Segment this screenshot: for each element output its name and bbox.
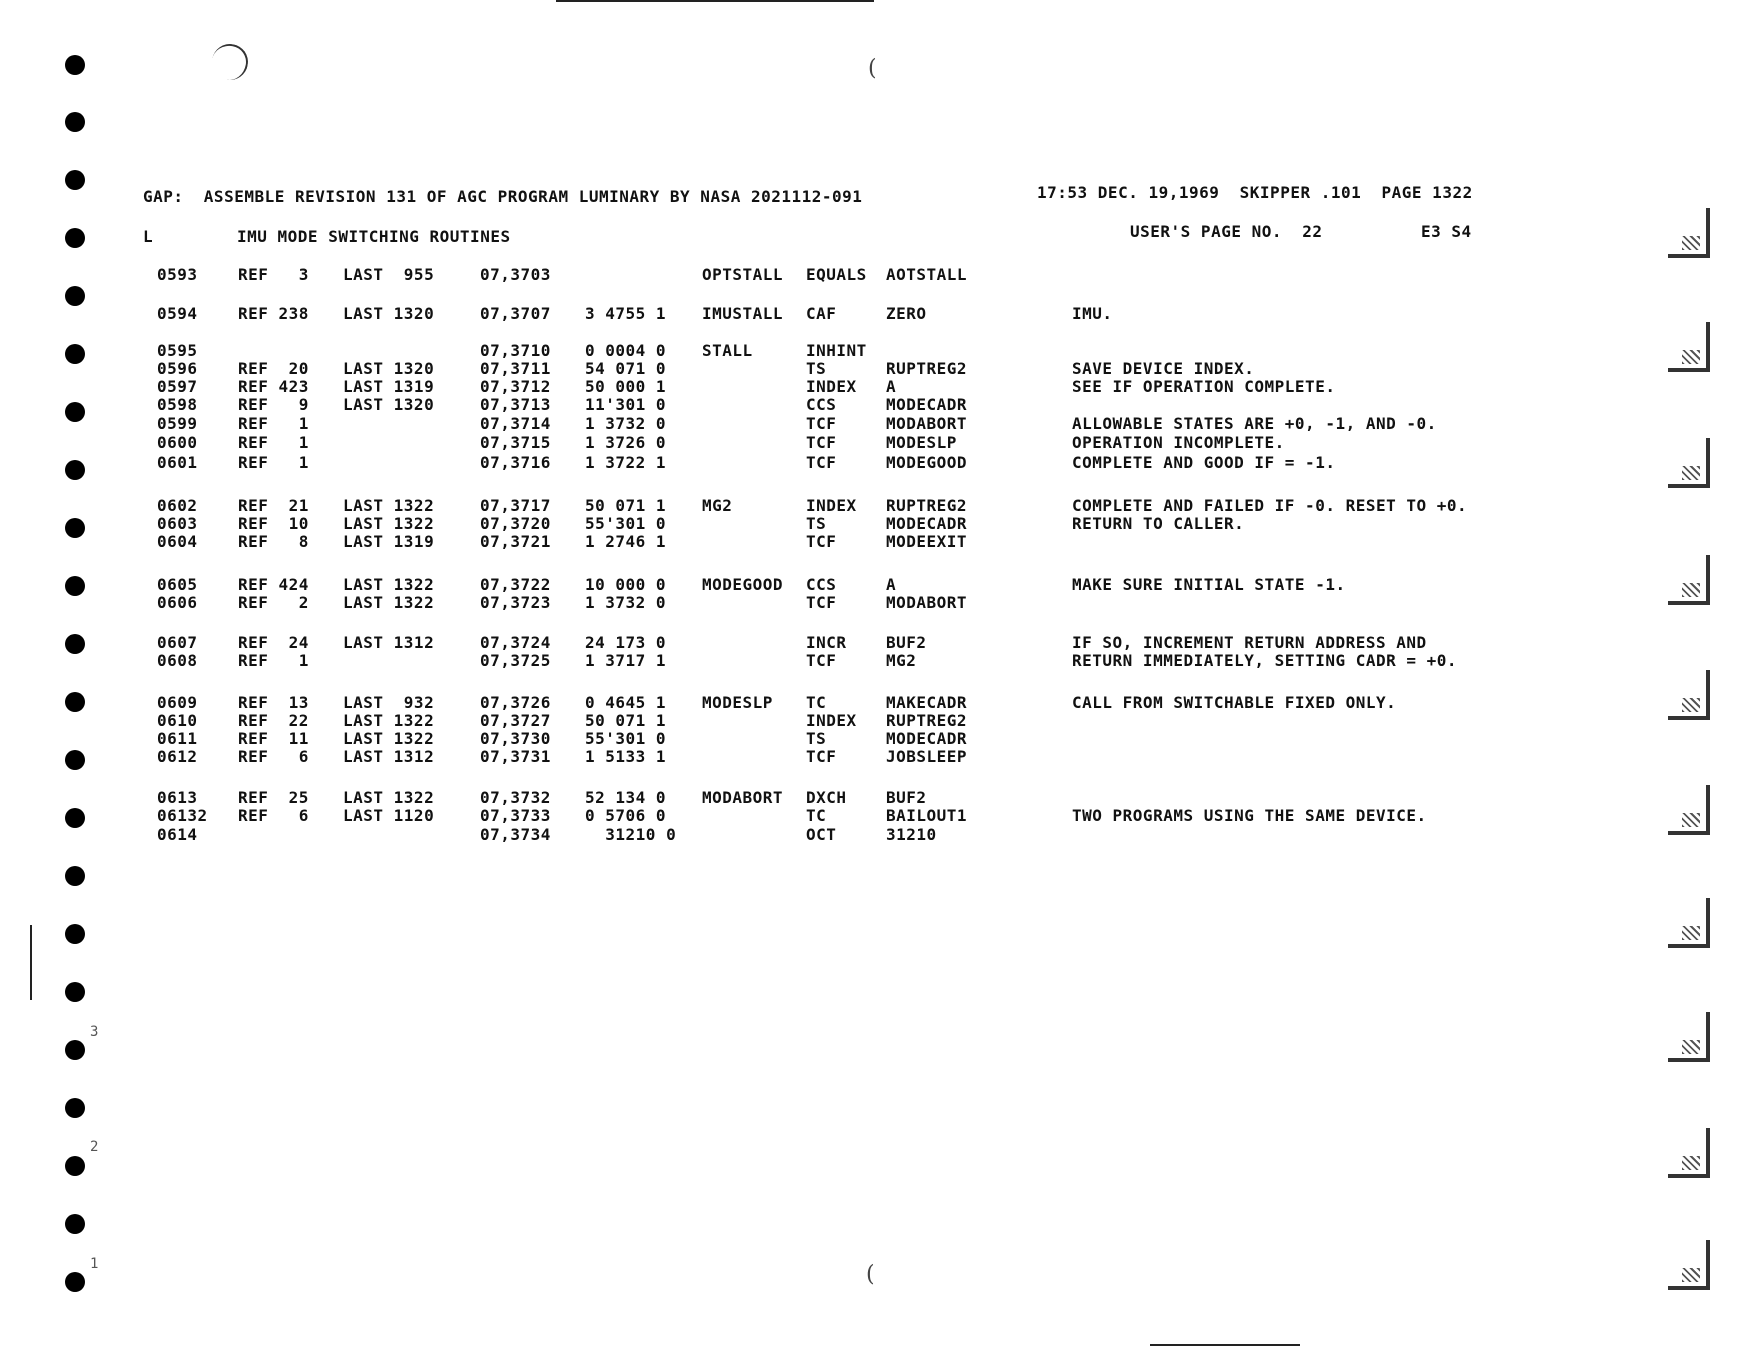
cell-operand: BUF2 — [886, 788, 927, 807]
cell-line: 0609 — [157, 693, 198, 712]
cell-code: 1 2746 1 — [585, 532, 667, 551]
cell-line: 0610 — [157, 711, 198, 730]
cell-op: TC — [806, 806, 827, 825]
cell-op: CAF — [806, 304, 837, 323]
cell-operand: MODECADR — [886, 514, 968, 533]
margin-mark: 1 — [90, 1256, 99, 1272]
cell-operand: MODEEXIT — [886, 532, 968, 551]
cell-last: LAST 955 — [343, 265, 435, 284]
cell-ref: REF 424 — [238, 575, 309, 594]
margin-mark: 2 — [90, 1139, 99, 1155]
cell-addr: 07,3711 — [480, 359, 551, 378]
tractor-feed-mark — [1668, 208, 1710, 258]
edge-line — [30, 925, 32, 1000]
punch-hole — [65, 1214, 85, 1234]
section-title: IMU MODE SWITCHING ROUTINES — [237, 227, 511, 246]
cell-label: MODEGOOD — [702, 575, 784, 594]
cell-code: 1 3732 0 — [585, 593, 667, 612]
punch-hole — [65, 402, 85, 422]
cell-op: TCF — [806, 414, 837, 433]
cell-operand: MODECADR — [886, 729, 968, 748]
cell-line: 0594 — [157, 304, 198, 323]
pencil-arc-mark — [209, 41, 251, 83]
cell-addr: 07,3720 — [480, 514, 551, 533]
cell-op: DXCH — [806, 788, 847, 807]
cell-line: 0595 — [157, 341, 198, 360]
punch-hole — [65, 228, 85, 248]
cell-op: TC — [806, 693, 827, 712]
cell-line: 06132 — [157, 806, 208, 825]
paren-mark-bottom: ( — [866, 1262, 875, 1287]
cell-addr: 07,3710 — [480, 341, 551, 360]
cell-line: 0600 — [157, 433, 198, 452]
cell-operand: MAKECADR — [886, 693, 968, 712]
cell-ref: REF 2 — [238, 593, 309, 612]
tractor-feed-mark — [1668, 785, 1710, 835]
cell-code: 52 134 0 — [585, 788, 667, 807]
cell-op: CCS — [806, 395, 837, 414]
cell-operand: JOBSLEEP — [886, 747, 968, 766]
cell-code: 55'301 0 — [585, 514, 667, 533]
cell-line: 0614 — [157, 825, 198, 844]
cell-addr: 07,3707 — [480, 304, 551, 323]
punch-hole — [65, 460, 85, 480]
cell-op: INDEX — [806, 377, 857, 396]
cell-code: 1 3722 1 — [585, 453, 667, 472]
header-datetime: 17:53 DEC. 19,1969 SKIPPER .101 PAGE 1322 — [1037, 183, 1473, 202]
cell-operand: MODEGOOD — [886, 453, 968, 472]
cell-operand: MG2 — [886, 651, 917, 670]
cell-comment: IMU. — [1072, 304, 1113, 323]
cell-operand: 31210 — [886, 825, 937, 844]
punch-hole — [65, 634, 85, 654]
cell-comment: RETURN TO CALLER. — [1072, 514, 1245, 533]
cell-addr: 07,3726 — [480, 693, 551, 712]
tractor-feed-mark — [1668, 1240, 1710, 1290]
cell-op: TCF — [806, 433, 837, 452]
cell-operand: RUPTREG2 — [886, 496, 968, 515]
cell-ref: REF 6 — [238, 806, 309, 825]
cell-op: TCF — [806, 532, 837, 551]
punch-hole — [65, 576, 85, 596]
punch-hole — [65, 55, 85, 75]
cell-comment: OPERATION INCOMPLETE. — [1072, 433, 1285, 452]
cell-ref: REF 1 — [238, 433, 309, 452]
cell-label: IMUSTALL — [702, 304, 784, 323]
cell-label: MODESLP — [702, 693, 773, 712]
cell-ref: REF 1 — [238, 651, 309, 670]
cell-addr: 07,3722 — [480, 575, 551, 594]
cell-code: 3 4755 1 — [585, 304, 667, 323]
cell-ref: REF 3 — [238, 265, 309, 284]
cell-last: LAST 1312 — [343, 747, 435, 766]
punch-hole — [65, 750, 85, 770]
cell-line: 0596 — [157, 359, 198, 378]
cell-code: 0 0004 0 — [585, 341, 667, 360]
cell-addr: 07,3703 — [480, 265, 551, 284]
cell-code: 50 071 1 — [585, 496, 667, 515]
cell-last: LAST 1322 — [343, 711, 435, 730]
cell-line: 0611 — [157, 729, 198, 748]
tractor-feed-mark — [1668, 670, 1710, 720]
cell-operand: RUPTREG2 — [886, 711, 968, 730]
cell-operand: MODABORT — [886, 593, 968, 612]
cell-op: EQUALS — [806, 265, 867, 284]
cell-last: LAST 1320 — [343, 395, 435, 414]
cell-line: 0604 — [157, 532, 198, 551]
cell-ref: REF 21 — [238, 496, 309, 515]
cell-last: LAST 1322 — [343, 496, 435, 515]
punch-hole — [65, 1156, 85, 1176]
cell-line: 0607 — [157, 633, 198, 652]
cell-line: 0603 — [157, 514, 198, 533]
cell-ref: REF 6 — [238, 747, 309, 766]
cell-code: 31210 0 — [585, 825, 677, 844]
punch-hole — [65, 808, 85, 828]
cell-op: INDEX — [806, 496, 857, 515]
cell-addr: 07,3717 — [480, 496, 551, 515]
cell-ref: REF 24 — [238, 633, 309, 652]
tractor-feed-mark — [1668, 322, 1710, 372]
punch-hole — [65, 286, 85, 306]
cell-addr: 07,3724 — [480, 633, 551, 652]
cell-line: 0597 — [157, 377, 198, 396]
top-rule — [556, 0, 874, 2]
cell-last: LAST 1320 — [343, 359, 435, 378]
punch-hole — [65, 924, 85, 944]
cell-comment: SEE IF OPERATION COMPLETE. — [1072, 377, 1336, 396]
cell-line: 0593 — [157, 265, 198, 284]
page-code: E3 S4 — [1421, 222, 1472, 241]
cell-operand: AOTSTALL — [886, 265, 968, 284]
cell-addr: 07,3712 — [480, 377, 551, 396]
cell-code: 55'301 0 — [585, 729, 667, 748]
cell-ref: REF 10 — [238, 514, 309, 533]
cell-addr: 07,3734 — [480, 825, 551, 844]
cell-addr: 07,3714 — [480, 414, 551, 433]
cell-code: 10 000 0 — [585, 575, 667, 594]
cell-operand: MODESLP — [886, 433, 957, 452]
cell-op: TS — [806, 359, 827, 378]
cell-label: OPTSTALL — [702, 265, 784, 284]
cell-comment: IF SO, INCREMENT RETURN ADDRESS AND — [1072, 633, 1427, 652]
cell-operand: A — [886, 575, 897, 594]
cell-ref: REF 1 — [238, 453, 309, 472]
cell-line: 0598 — [157, 395, 198, 414]
cell-code: 50 071 1 — [585, 711, 667, 730]
cell-last: LAST 1322 — [343, 788, 435, 807]
punch-hole — [65, 170, 85, 190]
cell-op: INDEX — [806, 711, 857, 730]
cell-comment: COMPLETE AND FAILED IF -0. RESET TO +0. — [1072, 496, 1468, 515]
cell-label: MG2 — [702, 496, 733, 515]
punch-hole — [65, 1040, 85, 1060]
punch-hole — [65, 1272, 85, 1292]
cell-last: LAST 1319 — [343, 377, 435, 396]
cell-ref: REF 22 — [238, 711, 309, 730]
cell-line: 0602 — [157, 496, 198, 515]
cell-operand: BUF2 — [886, 633, 927, 652]
cell-code: 1 3717 1 — [585, 651, 667, 670]
cell-addr: 07,3732 — [480, 788, 551, 807]
cell-line: 0612 — [157, 747, 198, 766]
cell-ref: REF 13 — [238, 693, 309, 712]
cell-code: 1 3732 0 — [585, 414, 667, 433]
cell-operand: MODABORT — [886, 414, 968, 433]
punch-hole — [65, 1098, 85, 1118]
punch-hole — [65, 692, 85, 712]
cell-op: TCF — [806, 453, 837, 472]
cell-addr: 07,3713 — [480, 395, 551, 414]
cell-op: CCS — [806, 575, 837, 594]
tractor-feed-mark — [1668, 1128, 1710, 1178]
cell-last: LAST 1322 — [343, 514, 435, 533]
cell-code: 54 071 0 — [585, 359, 667, 378]
punch-hole — [65, 518, 85, 538]
cell-comment: COMPLETE AND GOOD IF = -1. — [1072, 453, 1336, 472]
cell-op: TCF — [806, 593, 837, 612]
cell-last: LAST 1322 — [343, 729, 435, 748]
cell-last: LAST 1312 — [343, 633, 435, 652]
punch-hole — [65, 982, 85, 1002]
cell-last: LAST 932 — [343, 693, 435, 712]
cell-ref: REF 11 — [238, 729, 309, 748]
cell-label: MODABORT — [702, 788, 784, 807]
cell-addr: 07,3727 — [480, 711, 551, 730]
cell-line: 0601 — [157, 453, 198, 472]
cell-last: LAST 1322 — [343, 593, 435, 612]
cell-ref: REF 238 — [238, 304, 309, 323]
cell-operand: RUPTREG2 — [886, 359, 968, 378]
cell-operand: MODECADR — [886, 395, 968, 414]
cell-comment: TWO PROGRAMS USING THE SAME DEVICE. — [1072, 806, 1427, 825]
margin-mark: 3 — [90, 1024, 99, 1040]
tractor-feed-mark — [1668, 555, 1710, 605]
cell-op: TS — [806, 729, 827, 748]
cell-line: 0606 — [157, 593, 198, 612]
cell-addr: 07,3715 — [480, 433, 551, 452]
punch-hole — [65, 344, 85, 364]
header-title: GAP: ASSEMBLE REVISION 131 OF AGC PROGRAM LUMINARY BY NASA 2021112-091 — [143, 187, 863, 206]
punch-hole — [65, 112, 85, 132]
users-page-number: USER'S PAGE NO. 22 — [1130, 222, 1323, 241]
cell-op: TS — [806, 514, 827, 533]
cell-operand: A — [886, 377, 897, 396]
cell-last: LAST 1120 — [343, 806, 435, 825]
cell-code: 50 000 1 — [585, 377, 667, 396]
paren-mark-top: ( — [868, 56, 877, 81]
cell-ref: REF 423 — [238, 377, 309, 396]
cell-addr: 07,3716 — [480, 453, 551, 472]
cell-code: 1 5133 1 — [585, 747, 667, 766]
cell-code: 24 173 0 — [585, 633, 667, 652]
cell-op: INCR — [806, 633, 847, 652]
cell-comment: ALLOWABLE STATES ARE +0, -1, AND -0. — [1072, 414, 1437, 433]
cell-last: LAST 1319 — [343, 532, 435, 551]
cell-code: 1 3726 0 — [585, 433, 667, 452]
cell-code: 0 5706 0 — [585, 806, 667, 825]
cell-addr: 07,3733 — [480, 806, 551, 825]
cell-op: TCF — [806, 651, 837, 670]
cell-code: 11'301 0 — [585, 395, 667, 414]
cell-ref: REF 20 — [238, 359, 309, 378]
cell-line: 0613 — [157, 788, 198, 807]
cell-ref: REF 25 — [238, 788, 309, 807]
section-marker: L — [143, 227, 154, 246]
tractor-feed-mark — [1668, 438, 1710, 488]
cell-ref: REF 1 — [238, 414, 309, 433]
cell-ref: REF 8 — [238, 532, 309, 551]
cell-op: TCF — [806, 747, 837, 766]
cell-comment: RETURN IMMEDIATELY, SETTING CADR = +0. — [1072, 651, 1458, 670]
cell-label: STALL — [702, 341, 753, 360]
cell-ref: REF 9 — [238, 395, 309, 414]
cell-comment: MAKE SURE INITIAL STATE -1. — [1072, 575, 1346, 594]
cell-last: LAST 1320 — [343, 304, 435, 323]
cell-line: 0608 — [157, 651, 198, 670]
cell-op: OCT — [806, 825, 837, 844]
cell-addr: 07,3725 — [480, 651, 551, 670]
cell-operand: BAILOUT1 — [886, 806, 968, 825]
cell-comment: SAVE DEVICE INDEX. — [1072, 359, 1255, 378]
tractor-feed-mark — [1668, 898, 1710, 948]
cell-addr: 07,3721 — [480, 532, 551, 551]
cell-addr: 07,3730 — [480, 729, 551, 748]
punch-hole — [65, 866, 85, 886]
cell-addr: 07,3731 — [480, 747, 551, 766]
cell-line: 0605 — [157, 575, 198, 594]
cell-addr: 07,3723 — [480, 593, 551, 612]
cell-line: 0599 — [157, 414, 198, 433]
tractor-feed-mark — [1668, 1012, 1710, 1062]
cell-op: INHINT — [806, 341, 867, 360]
cell-last: LAST 1322 — [343, 575, 435, 594]
cell-code: 0 4645 1 — [585, 693, 667, 712]
cell-operand: ZERO — [886, 304, 927, 323]
cell-comment: CALL FROM SWITCHABLE FIXED ONLY. — [1072, 693, 1397, 712]
